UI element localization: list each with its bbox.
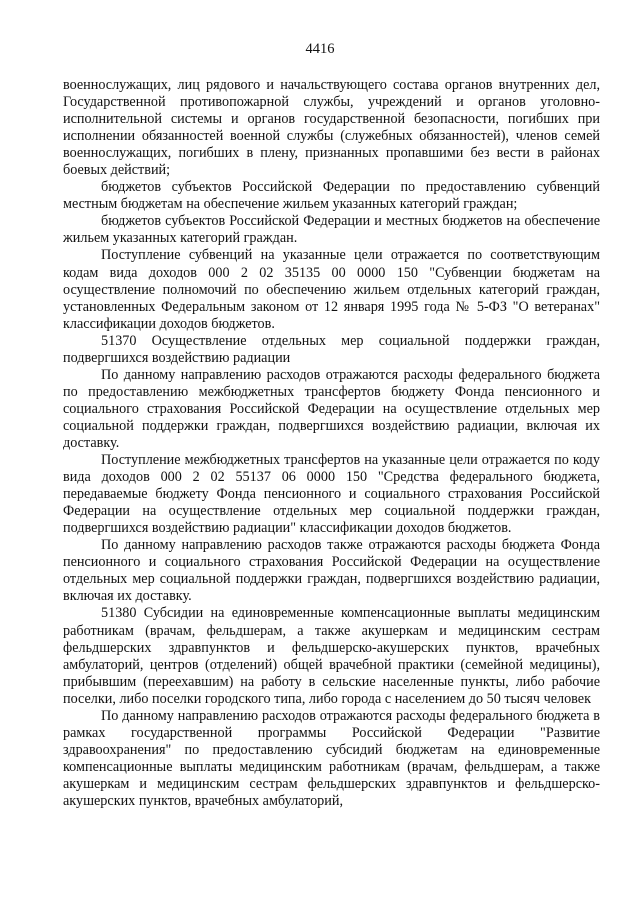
page-number: 4416	[305, 41, 335, 57]
section-heading-51370: 51370 Осуществление отдельных мер социальной поддержки граждан, подвергшихся воздействию радиации	[63, 332, 600, 366]
paragraph-continuation: военнослужащих, лиц рядового и начальствующего состава органов внутренних дел, Государственной противопожарной службы, учреждений и органов уголовно-исполнительной системы и органов государственной безопасности, погибших при исполнении обязанностей военной службы (служебных обязанностей), членов семей военнослужащих, погибших в плену, признанных пропавшими без вести в районах боевых действий;	[63, 77, 600, 179]
paragraph: Поступление межбюджетных трансфертов на указанные цели отражается по коду вида доходов 000 2 02 55137 06 0000 150 "Средства федерального бюджета, передаваемые бюджету Фонда пенсионного и социального страхования Российской Федерации на осуществление отдельных мер социальной поддержки граждан, подвергшихся воздействию радиации" классификации доходов бюджетов.	[63, 452, 600, 537]
section-heading-51380: 51380 Субсидии на единовременные компенсационные выплаты медицинским работникам (врачам, фельдшерам, а также акушеркам и медицинским сестрам фельдшерских здравпунктов и фельдшерско-акушерских пунктов, врачебных амбулаторий, центров (отделений) общей врачебной практики (семейной медицины), прибывшим (переехавшим) на работу в сельские населенные пункты, либо рабочие поселки, либо поселки городского типа, либо города с населением до 50 тысяч человек	[63, 605, 600, 707]
paragraph: По данному направлению расходов также отражаются расходы бюджета Фонда пенсионного и социального страхования Российской Федерации на осуществление отдельных мер социальной поддержки граждан, подвергшихся воздействию радиации, включая их доставку.	[63, 537, 600, 605]
paragraph: По данному направлению расходов отражаются расходы федерального бюджета по предоставлению межбюджетных трансфертов бюджету Фонда пенсионного и социального страхования Российской Федерации на осуществление отдельных мер социальной поддержки граждан, подвергшихся воздействию радиации, включая их доставку.	[63, 366, 600, 451]
paragraph: бюджетов субъектов Российской Федерации и местных бюджетов на обеспечение жильем указанных категорий граждан.	[63, 213, 600, 247]
document-body	[63, 77, 600, 810]
paragraph: По данному направлению расходов отражаются расходы федерального бюджета в рамках государственной программы Российской Федерации "Развитие здравоохранения" по предоставлению субсидий бюджетам на единовременные компенсационные выплаты медицинским работникам (врачам, фельдшерам, а также акушеркам и медицинским сестрам фельдшерских здравпунктов и фельдшерско-акушерских пунктов, врачебных амбулаторий,	[63, 707, 600, 809]
paragraph: Поступление субвенций на указанные цели отражается по соответствующим кодам вида доходов 000 2 02 35135 00 0000 150 "Субвенции бюджетам на осуществление полномочий по обеспечению жильем отдельных категорий граждан, установленных Федеральным законом от 12 января 1995 года № 5-ФЗ "О ветеранах" классификации доходов бюджетов.	[63, 247, 600, 332]
paragraph: бюджетов субъектов Российской Федерации по предоставлению субвенций местным бюджетам на обеспечение жильем указанных категорий граждан;	[63, 179, 600, 213]
